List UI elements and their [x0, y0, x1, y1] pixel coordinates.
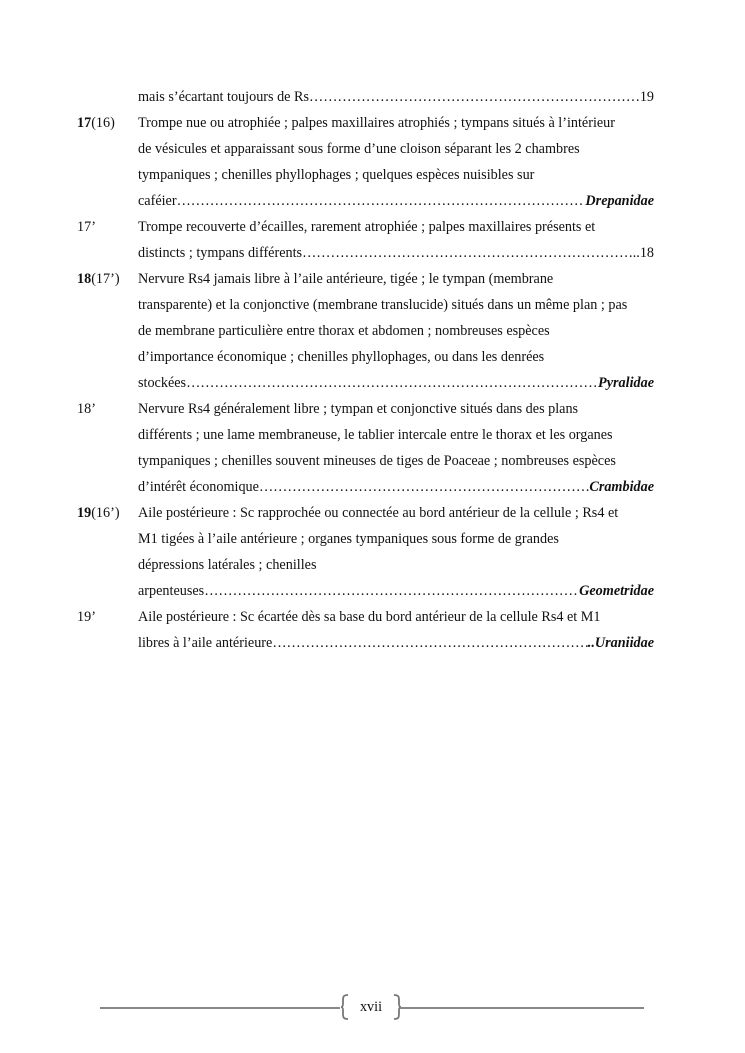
- description-line-end: libres à l’aile antérieure: [138, 635, 273, 651]
- description-lead-line: [138, 240, 654, 266]
- description-line-end: arpenteuses: [138, 583, 205, 599]
- couplet-number-ref: 18’: [77, 401, 96, 417]
- description-line: Trompe nue ou atrophiée ; palpes maxillaires atrophiés ; tympans situés à l’intérieur: [138, 115, 616, 131]
- left-bracket-icon: [340, 994, 350, 1020]
- description-lead-line: [138, 630, 654, 656]
- description-line: de vésicules et apparaissant sous forme d’une cloison séparant les 2 chambres: [138, 141, 580, 157]
- description-line: Trompe recouverte d’écailles, rarement atrophiée ; palpes maxillaires présents et: [138, 219, 596, 235]
- go-to-couplet: ..18: [632, 245, 654, 261]
- footer-rule-right: [400, 1007, 644, 1009]
- couplet-description: [138, 84, 658, 110]
- dot-leader: [309, 84, 640, 110]
- couplet-description: [138, 604, 658, 656]
- couplet-description: [138, 110, 658, 214]
- description-line: transparente) et la conjonctive (membrane translucide) situés dans un même plan ; pas: [138, 297, 628, 313]
- couplet-number: [77, 214, 96, 240]
- couplet-number-ref: (16’): [91, 505, 120, 521]
- description-line: Aile postérieure : Sc rapprochée ou connectée au bord antérieur de la cellule ; Rs4 et: [138, 505, 619, 521]
- dot-leader: [302, 240, 633, 266]
- go-to-couplet: 19: [639, 89, 654, 105]
- couplet-number: [77, 266, 120, 292]
- dot-leader: [186, 370, 598, 396]
- couplet-number-ref: 19’: [77, 609, 96, 625]
- page-footer: [100, 994, 644, 1020]
- couplet-description: [138, 214, 658, 266]
- description-line: M1 tigées à l’aile antérieure ; organes tympaniques sous forme de grandes: [138, 531, 559, 547]
- couplet-description: [138, 500, 658, 604]
- page-number: xvii: [359, 999, 383, 1015]
- couplet-number-bold: 18: [77, 271, 92, 287]
- description-line: de membrane particulière entre thorax et abdomen ; nombreuses espèces: [138, 323, 550, 339]
- description-line: Aile postérieure : Sc écartée dès sa base du bord antérieur de la cellule Rs4 et M1: [138, 609, 601, 625]
- dot-leader: [259, 474, 589, 500]
- description-line-end: distincts ; tympans différents: [138, 245, 303, 261]
- footer-rule-left: [100, 1007, 340, 1009]
- couplet-number: [77, 396, 96, 422]
- couplet-number-ref: (17’): [91, 271, 120, 287]
- couplet-number-bold: 17: [77, 115, 92, 131]
- description-line: Nervure Rs4 jamais libre à l’aile antérieure, tigée ; le tympan (membrane: [138, 271, 554, 287]
- description-lead-line: [138, 578, 654, 604]
- family-name: Crambidae: [589, 479, 654, 495]
- family-name: Pyralidae: [598, 375, 654, 391]
- description-line: Nervure Rs4 généralement libre ; tympan et conjonctive situés dans des plans: [138, 401, 579, 417]
- couplet-description: [138, 396, 658, 500]
- description-line-end: mais s’écartant toujours de Rs: [138, 89, 309, 105]
- couplet-number: [77, 110, 115, 136]
- description-line-end: caféier: [138, 193, 177, 209]
- description-lead-line: [138, 474, 654, 500]
- description-lead-line: [138, 370, 654, 396]
- couplet-number-ref: (16): [91, 115, 115, 131]
- description-line-end: stockées: [138, 375, 187, 391]
- description-line: tympaniques ; chenilles souvent mineuses de tiges de Poaceae ; nombreuses espèces: [138, 453, 616, 469]
- dot-leader: [177, 188, 586, 214]
- family-name: Drepanidae: [585, 193, 654, 209]
- description-line-end: d’intérêt économique: [138, 479, 259, 495]
- couplet-number: [77, 500, 120, 526]
- description-line: dépressions latérales ; chenilles: [138, 557, 317, 573]
- dot-leader: [272, 630, 587, 656]
- couplet-number-bold: 19: [77, 505, 92, 521]
- family-name: ..Uraniidae: [587, 635, 654, 651]
- couplet-number-ref: 17’: [77, 219, 96, 235]
- couplet-number: [77, 604, 96, 630]
- description-lead-line: [138, 84, 654, 110]
- couplet-description: [138, 266, 658, 396]
- description-line: tympaniques ; chenilles phyllophages ; quelques espèces nuisibles sur: [138, 167, 535, 183]
- dot-leader: [204, 578, 579, 604]
- description-line: différents ; une lame membraneuse, le tablier intercale entre le thorax et les organes: [138, 427, 613, 443]
- description-lead-line: [138, 188, 654, 214]
- description-line: d’importance économique ; chenilles phyllophages, ou dans les denrées: [138, 349, 545, 365]
- family-name: Geometridae: [579, 583, 654, 599]
